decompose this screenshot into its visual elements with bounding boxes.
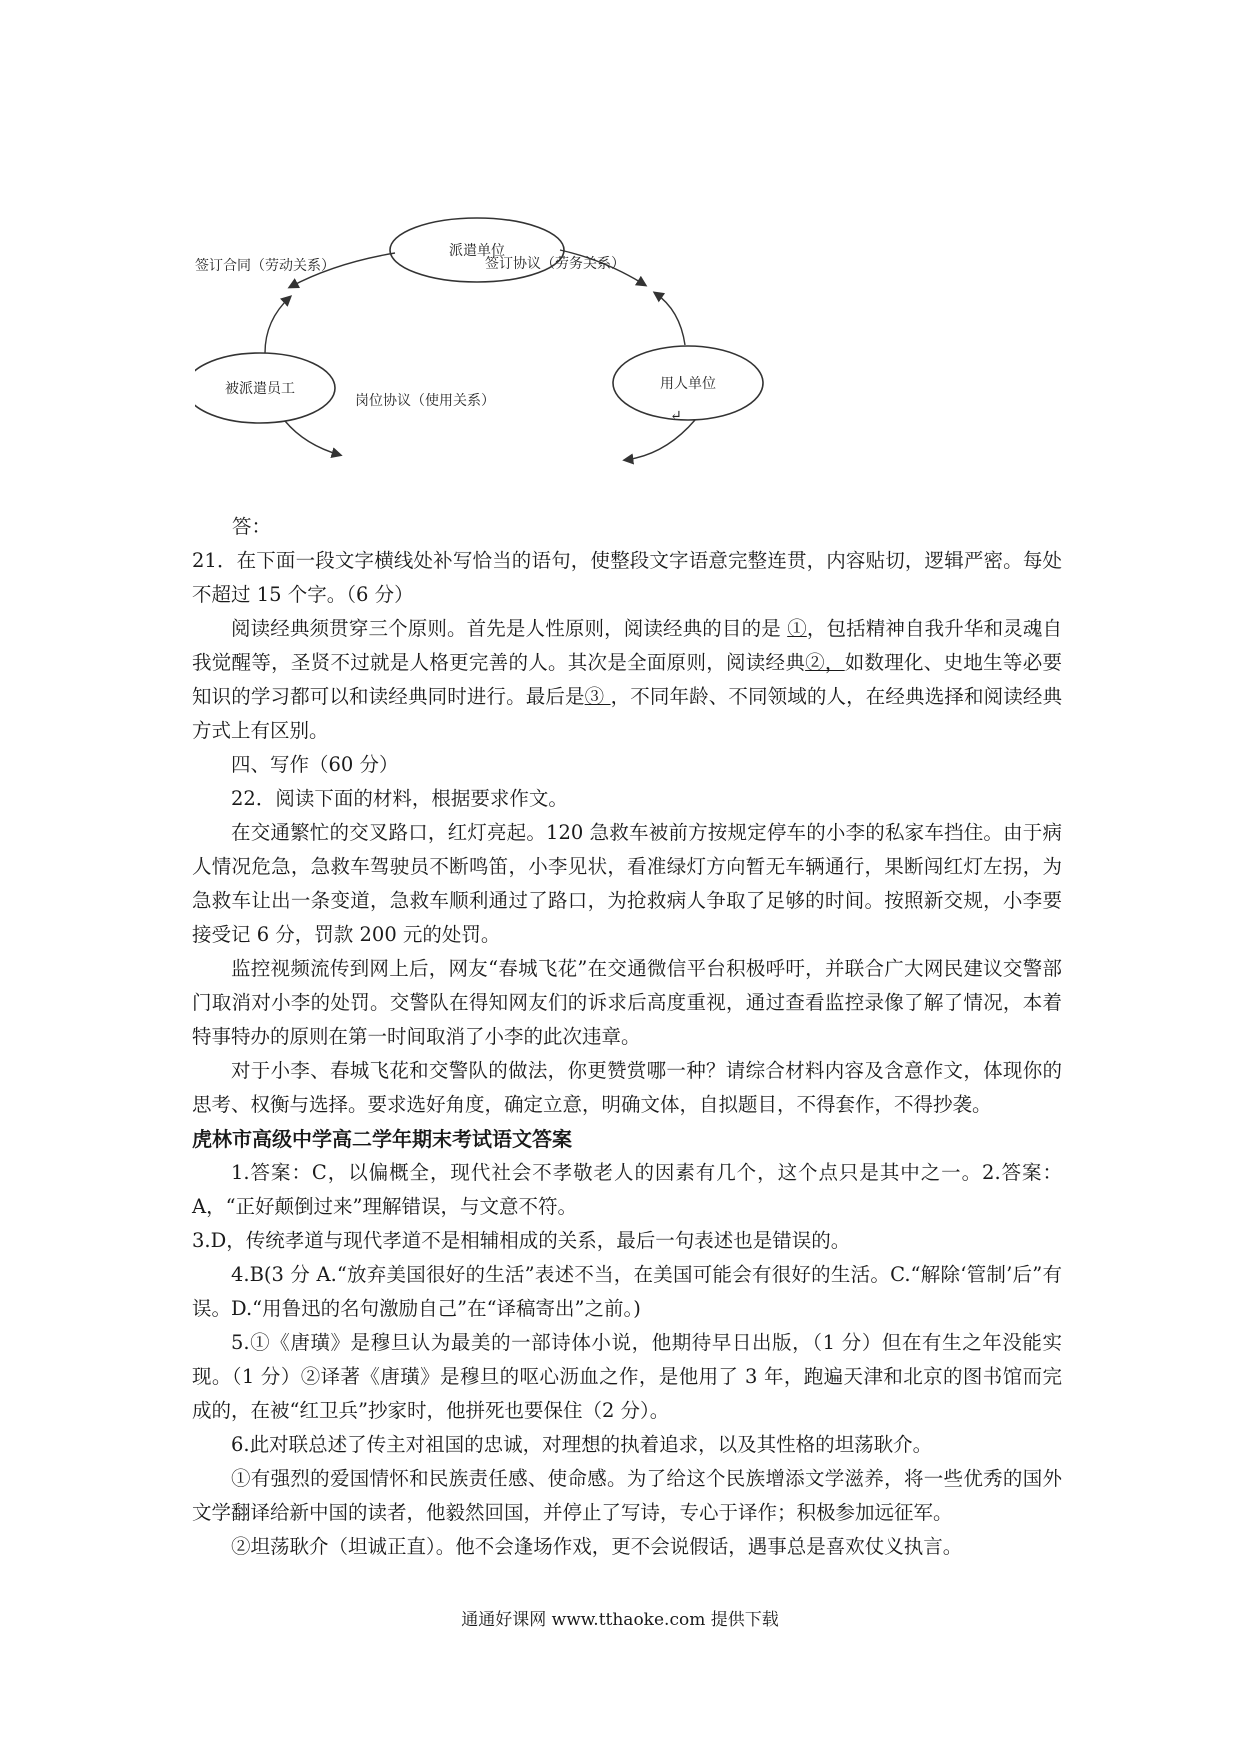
answer-6-point-2: ②坦荡耿介（坦诚正直）。他不会逢场作戏，更不会说假话，遇事总是喜欢仗义执言。 — [231, 1535, 963, 1558]
answer-key-title: 虎林市高级中学高二学年期末考试语文答案 — [192, 1127, 572, 1151]
node-label-employer-unit: 用人单位 — [660, 376, 716, 392]
node-label-dispatch-unit: 派遣单位 — [449, 243, 505, 259]
answer-4: 4.B(3 分 A.“放弃美国很好的生活”表述不当，在美国可能会有很好的生活。C.“解除‘管制’后”有误。D.“用鲁迅的名句激励自己”在“译稿寄出”之前。) — [192, 1263, 1062, 1320]
edge-label-labor-contract: 签订合同（劳动关系） — [195, 258, 335, 274]
edge-label-post-agreement: 岗位协议（使用关系） — [355, 393, 495, 409]
blank-3: ③ — [584, 685, 611, 708]
answer-3: 3.D，传统孝道与现代孝道不是相辅相成的关系，最后一句表述也是错误的。 — [192, 1229, 851, 1252]
answer-6: 6.此对联总述了传主对祖国的忠诚，对理想的执着追求，以及其性格的坦荡耿介。 — [231, 1433, 933, 1456]
node-label-dispatched-employee: 被派遣员工 — [225, 381, 295, 397]
answer-6-point-1: ①有强烈的爱国情怀和民族责任感、使命感。为了给这个民族增添文学滋养，将一些优秀的国外文学翻译给新中国的读者，他毅然回国，并停止了写诗，专心于译作；积极参加远征军。 — [192, 1467, 1062, 1524]
blank-2: ②， — [805, 651, 845, 674]
q22-requirement: 对于小李、春城飞花和交警队的做法，你更赞赏哪一种？请综合材料内容及含意作文，体现你的思考、权衡与选择。要求选好角度，确定立意，明确文体，自拟题目，不得套作，不得抄袭。 — [192, 1059, 1062, 1116]
arrow-employer-to-post — [625, 420, 695, 460]
arrow-employer-to-agreement — [655, 293, 685, 345]
q21-passage: 阅读经典须贯穿三个原则。首先是人性原则，阅读经典的目的是 ①，包括精神自我升华和灵魂自我觉醒等，圣贤不过就是人格更完善的人。其次是全面原则，阅读经典②，如数理化、史地生等必要知识的学习都可以和读经典同时进行。最后是③ ，不同年龄、不同领域的人，在经典选择和阅读经典方式上有区别。 — [192, 617, 1062, 742]
page-footer: 通通好课网 www.tthaoke.com 提供下载 — [461, 1610, 779, 1630]
q22-material-1: 在交通繁忙的交叉路口，红灯亮起。120 急救车被前方按规定停车的小李的私家车挡住。由于病人情况危急，急救车驾驶员不断鸣笛，小李见状，看准绿灯方向暂无车辆通行，果断闯红灯左拐，为急救车让出一条变道，急救车顺利通过了路口，为抢救病人争取了足够的时间。按照新交规，小李要接受记 6 分，罚款 200 元的处罚。 — [192, 821, 1062, 946]
return-mark: ↵ — [670, 408, 682, 424]
answer-5: 5.①《唐璜》是穆旦认为最美的一部诗体小说，他期待早日出版，（1 分）但在有生之年没能实现。（1 分）②译著《唐璜》是穆旦的呕心沥血之作，是他用了 3 年，跑遍天津和北京的图书馆而完成的，在被“红卫兵”抄家时，他拼死也要保住（2 分）。 — [192, 1331, 1062, 1422]
q21-stem: 21．在下面一段文字横线处补写恰当的语句，使整段文字语意完整连贯，内容贴切，逻辑严密。每处不超过 15 个字。（6 分） — [192, 549, 1062, 606]
q22-material-2: 监控视频流传到网上后，网友“春城飞花”在交通微信平台积极呼吁，并联合广大网民建议交警部门取消对小李的处罚。交警队在得知网友们的诉求后高度重视，通过查看监控录像了解了情况，本着特事特办的原则在第一时间取消了小李的此次违章。 — [192, 957, 1062, 1048]
answer-prompt: 答： — [232, 515, 272, 538]
section-writing-heading: 四、写作（60 分） — [231, 753, 399, 776]
edge-label-service-agreement: 签订协议（劳务关系） — [485, 256, 625, 272]
q22-stem: 22．阅读下面的材料，根据要求作文。 — [231, 787, 568, 810]
dispatch-relationship-diagram — [195, 205, 795, 490]
page-content — [192, 510, 1062, 1564]
answer-1-2: 1.答案：C，以偏概全，现代社会不孝敬老人的因素有几个，这个点只是其中之一。2.答案：A，“正好颠倒过来”理解错误，与文意不符。 — [192, 1161, 1062, 1218]
arrow-employee-to-post — [285, 421, 340, 455]
blank-1: ① — [787, 617, 807, 640]
arrow-employee-to-contract — [265, 297, 290, 353]
